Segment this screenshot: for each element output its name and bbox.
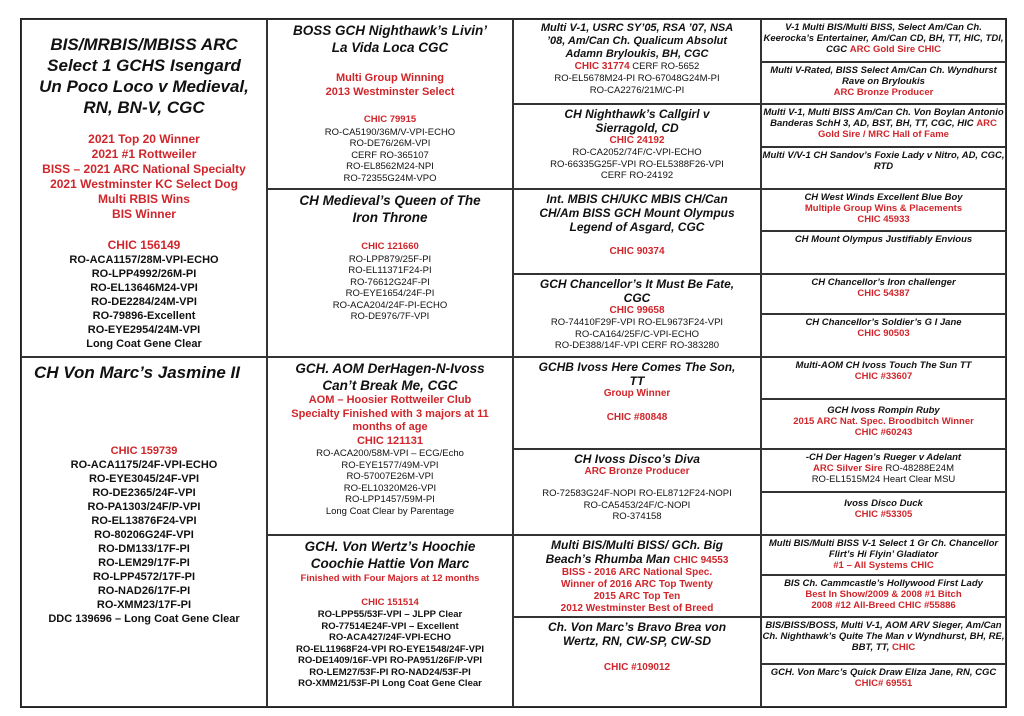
sire-name-line: Select 1 GCHS Isengard	[47, 56, 241, 75]
chic-number: CHIC 121131	[356, 434, 424, 447]
health-line: RO-57007E26M-VPI	[346, 471, 434, 482]
health-line: RO-EL13876F24-VPI	[91, 515, 197, 527]
name-line: BOSS GCH Nighthawk’s Livin’	[292, 23, 488, 38]
health-line: RO-ACA204/24F-PI-ECHO	[332, 299, 448, 311]
dog-name	[514, 277, 760, 305]
dog-award: #1 – All Systems CHIC	[833, 560, 934, 571]
health-line: RO-ACA1175/24F-VPI-ECHO	[70, 459, 218, 471]
dog-name: CH Chancellor’s Soldier’s G I Jane	[805, 317, 962, 328]
health-line: RO-LPP4992/26M-PI	[91, 268, 197, 280]
chic-number: CHIC 31774	[574, 61, 630, 72]
dog-name: -CH Der Hagen’s Rueger v Adelant	[805, 452, 962, 463]
chic-number: CHIC #109012	[603, 662, 671, 673]
g4-cell-14	[761, 575, 1006, 617]
health-line: CERF RO-24192	[600, 170, 674, 181]
dog-name: CH Mount Olympus Justifiably Envious	[794, 234, 973, 245]
health-line: RO-66335G25F-VPI RO-EL5388F26-VPI	[550, 158, 724, 170]
dog-name	[268, 192, 512, 226]
g4-cell-4	[761, 147, 1006, 189]
name-line: Coochie Hattie Von Marc	[310, 556, 470, 571]
sire-name-line: BIS/MRBIS/MBISS ARC	[50, 35, 238, 54]
dog-name	[762, 620, 1005, 653]
name-line: Iron Throne	[352, 210, 428, 225]
g4-cell-7	[761, 274, 1006, 314]
dog-award: Multiple Group Wins & Placements	[804, 203, 963, 214]
dog-chic: CHIC	[892, 642, 916, 653]
g4-cell-11	[761, 449, 1006, 492]
name-line: Sierragold, CD	[595, 121, 679, 135]
dog-name: Ivoss Disco Duck	[844, 498, 923, 509]
sire-chic: CHIC 156149	[107, 238, 181, 252]
dog-name: Multi BIS/Multi BISS V-1 Select 1 Gr Ch. Chancellor Flirt’s Hi Flyin’ Gladiator	[768, 538, 999, 560]
g4-cell-13	[761, 535, 1006, 575]
health-line: RO-XMM21/53F-PI Long Coat Gene Clear	[298, 678, 482, 689]
g3-cell-1	[513, 19, 761, 104]
name-line: CH Medieval’s Queen of The	[299, 193, 481, 208]
honor-line: 2021 Top 20 Winner	[88, 132, 200, 146]
health-line: RO-EYE3045/24F-VPI	[88, 473, 200, 485]
dog-line: RO-EL1515M24 Heart Clear MSU	[811, 474, 956, 485]
honor-line: 2021 #1 Rottweiler	[91, 147, 197, 161]
cerf-number: CERF RO-5652	[632, 61, 700, 72]
dog-award: ARC Silver Sire	[813, 463, 883, 474]
health-line: RO-LPP55/53F-VPI – JLPP Clear	[317, 609, 463, 620]
health-line: RO-CA5190/36M/V-VPI-ECHO	[324, 126, 456, 138]
g4-cell-15	[761, 617, 1006, 664]
health-list	[268, 254, 512, 323]
g2-cell-3	[267, 357, 513, 535]
dam-name: CH Von Marc’s Jasmine II	[34, 363, 240, 382]
name-line: Adamn Bryloukis, BH, CGC	[565, 48, 709, 60]
dog-name	[514, 192, 760, 234]
dog-award: Best In Show/2009 & 2008 #1 Bitch	[805, 589, 962, 600]
honor-line: AOM – Hoosier Rottweiler Club	[308, 394, 472, 406]
health-line: RO-76612G24F-PI	[350, 276, 430, 288]
health-list	[268, 127, 512, 185]
honor-line: 2021 Westminster KC Select Dog	[50, 177, 238, 191]
g4-cell-12	[761, 492, 1006, 535]
dog-name: BIS Ch. Cammcastle’s Hollywood First Lady	[784, 578, 983, 589]
health-list	[268, 448, 512, 517]
g4-cell-2	[761, 62, 1006, 104]
health-line: RO-LPP4572/17F-PI	[92, 571, 196, 583]
health-line: RO-EL10320M26-VPI	[343, 482, 437, 494]
health-line: RO-EL11371F24-PI	[348, 265, 432, 276]
dog-line	[762, 463, 1005, 474]
honors	[268, 72, 512, 99]
health-line: RO-EYE2954/24M-VPI	[87, 324, 201, 336]
honor-line: Group Winner	[603, 388, 671, 399]
health-line: DDC 139696 – Long Coat Gene Clear	[48, 613, 240, 625]
dog-text: Multi V-1, Multi BISS Am/Can Ch. Von Boylan Antonio Banderas SchH 3, AD, BST, BH, TT, CGC, HIC	[763, 107, 1004, 129]
pedigree-chart	[20, 18, 1007, 708]
honor-line: 2013 Westminster Select	[325, 85, 455, 98]
health-line: RO-XMM23/17F-PI	[96, 599, 192, 611]
health-line: RO-EYE1654/24F-PI	[345, 288, 435, 299]
g4-cell-6	[761, 231, 1006, 274]
health-line: Long Coat Clear by Parentage	[325, 505, 455, 517]
health-line: RO-ACA427/24F-VPI-ECHO	[329, 632, 451, 643]
dog-name	[268, 22, 512, 56]
health-line: RO-CA5453/24F/C-NOPI	[583, 499, 691, 511]
health-line: RO-DE2365/24F-VPI	[92, 487, 196, 499]
sire-name-line: Un Poco Loco v Medieval,	[39, 77, 249, 96]
chic-number: CHIC 151514	[361, 596, 419, 608]
chic-number: CHIC 24192	[609, 135, 665, 146]
health-line: RO-EL8562M24-NPI	[346, 161, 434, 172]
dam-cell	[21, 357, 267, 707]
health-line: RO-EL13646M24-VPI	[90, 282, 198, 294]
dog-name	[268, 538, 512, 572]
chic-number: CHIC 121660	[361, 241, 419, 252]
health-line: RO-72355G24M-VPO	[343, 172, 437, 184]
dog-extra: RO-48288E24M	[885, 463, 954, 474]
health-line: RO-LEM29/17F-PI	[98, 557, 190, 569]
sire-cell	[21, 19, 267, 357]
chic-number: CHIC #80848	[606, 412, 668, 423]
health-line: RO-NAD26/17F-PI	[97, 585, 191, 597]
dog-name: GCH. Von Marc’s Quick Draw Eliza Jane, RN, CGC	[770, 667, 997, 678]
chic-number: CHIC 94553	[673, 555, 729, 566]
sire-name	[22, 34, 266, 118]
g3-cell-6	[513, 449, 761, 535]
name-line: GCHB Ivoss Here Comes The Son,	[538, 360, 736, 374]
chic-number: CHIC 90374	[609, 246, 665, 257]
dog-chic: CHIC 45933	[857, 214, 910, 225]
dog-chic: CHIC 90503	[857, 328, 910, 339]
health-line: RO-EL11968F24-VPI RO-EYE1548/24F-VPI	[296, 643, 484, 655]
name-line: Ch. Von Marc’s Bravo Brea von	[547, 620, 727, 634]
honors	[268, 572, 512, 586]
sire-name-line: RN, BN-V, CGC	[83, 98, 205, 117]
g4-cell-9	[761, 357, 1006, 399]
health-line: RO-DE976/7F-VPI	[350, 311, 430, 322]
health-line: RO-LPP1457/59M-PI	[345, 494, 435, 505]
health-line: Long Coat Gene Clear	[86, 338, 202, 350]
g4-cell-10	[761, 399, 1006, 449]
health-line: RO-CA2052/74F/C-VPI-ECHO	[572, 147, 702, 158]
dog-text: BIS/BISS/BOSS, Multi V-1, AOM ARV Sieger, Am/Can Ch. Nighthawk’s Quite The Man v Wyndhurst, BH, RE, BBT, TT,	[762, 620, 1005, 653]
honor-line: BIS Winner	[112, 207, 176, 221]
health-line: RO-DE388/14F-VPI CERF RO-383280	[554, 340, 720, 351]
health-line: RO-80206G24F-VPI	[94, 529, 194, 541]
g2-cell-4	[267, 535, 513, 707]
name-line: ’08, Am/Can Ch. Qualicum Absolut	[546, 35, 728, 47]
dam-health	[22, 458, 266, 626]
name-line: CH Nighthawk’s Callgirl v	[564, 107, 710, 121]
g3-cell-2	[513, 104, 761, 189]
name-line: Wertz, RN, CW-SP, CW-SD	[562, 634, 711, 648]
g4-cell-3	[761, 104, 1006, 147]
health-line: RO-EL5678M24-PI RO-67048G24M-PI	[554, 73, 720, 84]
dog-name	[762, 107, 1005, 140]
g2-cell-2	[267, 189, 513, 357]
dog-text: V-1 Multi BIS/Multi BISS, Select Am/Can Ch. Keerocka’s Entertainer, Am/Can CD, BH, TT, HIC, TDI, CGC	[763, 22, 1004, 55]
dog-chic: CHIC #33607	[854, 371, 913, 382]
name-line: Legend of Asgard, CGC	[569, 220, 705, 234]
honor-line: 2015 ARC Top Ten	[593, 591, 681, 602]
dog-award: ARC Gold Sire / MRC Hall of Fame	[818, 118, 997, 140]
health-line: RO-ACA1157/28M-VPI-ECHO	[69, 254, 219, 266]
dog-name: CH Ivoss Disco’s Diva	[574, 452, 700, 466]
health-line: RO-79896-Excellent	[92, 310, 196, 322]
health-line: RO-DE1409/16F-VPI RO-PA951/26F/P-VPI	[297, 655, 483, 666]
health-line: CERF RO-365107	[351, 149, 429, 161]
chic-row	[514, 61, 760, 73]
health-line: RO-ACA200/58M-VPI – ECG/Echo	[316, 448, 464, 459]
g4-cell-16	[761, 664, 1006, 707]
health-line: RO-CA2276/21M/C-PI	[589, 84, 685, 96]
g3-cell-4	[513, 274, 761, 357]
health-line: RO-DE76/26M-VPI	[349, 138, 431, 149]
dog-award: ARC Bronze Producer	[833, 87, 934, 98]
dog-name: CH West Winds Excellent Blue Boy	[804, 192, 963, 203]
name-line: GCH. Von Wertz’s Hoochie	[304, 539, 476, 554]
dog-award: ARC Gold Sire CHIC	[849, 44, 942, 55]
dog-chic: CHIC #60243	[854, 427, 913, 438]
name-line: GCH. AOM DerHagen-N-Ivoss	[295, 361, 485, 376]
name-line: Int. MBIS CH/UKC MBIS CH/Can	[546, 192, 728, 206]
honor-line: months of age	[352, 421, 428, 433]
g4-cell-5	[761, 189, 1006, 231]
health-line: RO-74410F29F-VPI RO-EL9673F24-VPI	[550, 317, 724, 328]
name-line: CH/Am BISS GCH Mount Olympus	[539, 206, 735, 220]
health-line: RO-374158	[612, 511, 662, 522]
sire-honors	[22, 132, 266, 222]
honor-line: BISS - 2016 ARC National Spec.	[561, 567, 713, 578]
dog-name	[514, 360, 760, 388]
g3-cell-8	[513, 617, 761, 707]
name-line: GCH Chancellor’s It Must Be Fate,	[539, 277, 735, 291]
name-line: TT	[629, 374, 645, 388]
honor-line: 2012 Westminster Best of Breed	[560, 603, 714, 614]
honors	[514, 567, 760, 615]
health-line: RO-DM133/17F-PI	[98, 543, 190, 555]
dog-name	[268, 360, 512, 394]
honors	[268, 394, 512, 435]
name-line: Multi V-1, USRC SY’05, RSA ’07, NSA	[540, 22, 734, 34]
chic-number: CHIC 79915	[363, 114, 417, 125]
health-line: RO-CA164/25F/C-VPI-ECHO	[574, 328, 700, 340]
honor-line: Finished with Four Majors at 12 months	[300, 573, 480, 584]
name-line: Can’t Break Me, CGC	[322, 378, 458, 393]
dog-award: 2015 ARC Nat. Spec. Broodbitch Winner	[793, 416, 974, 427]
honor-line: ARC Bronze Producer	[584, 466, 690, 477]
dog-chic: CHIC 54387	[857, 288, 910, 299]
dog-name: Multi V/V-1 CH Sandov’s Foxie Lady v Nitro, AD, CGC, RTD	[762, 150, 1005, 172]
g4-cell-1	[761, 19, 1006, 62]
dog-name: Multi V-Rated, BISS Select Am/Can Ch. Wyndhurst Rave on Bryloukis	[770, 65, 997, 87]
dog-name: CH Chancellor’s Iron challenger	[811, 277, 956, 288]
health-line: RO-DE2284/24M-VPI	[91, 296, 197, 308]
health-list	[268, 609, 512, 690]
health-line: RO-PA1303/24F/P-VPI	[87, 501, 201, 513]
name-part: Beach’s Rhumba Man	[545, 552, 671, 566]
honor-line: Specialty Finished with 3 majors at 11	[291, 407, 489, 420]
dog-award: 2008 #12 All-Breed CHIC #55886	[811, 600, 956, 611]
dog-name: GCH Ivoss Rompin Ruby	[827, 405, 940, 416]
chic-number: CHIC 99658	[609, 305, 665, 316]
dam-chic: CHIC 159739	[110, 445, 178, 457]
honor-line: BISS – 2021 ARC National Specialty	[42, 162, 246, 176]
g2-cell-1	[267, 19, 513, 189]
dog-name	[514, 538, 760, 567]
name-line	[514, 552, 760, 567]
g4-cell-8	[761, 314, 1006, 357]
honor-line: Multi RBIS Wins	[98, 192, 190, 206]
honor-line: Winner of 2016 ARC Top Twenty	[561, 579, 713, 590]
health-list	[514, 488, 760, 523]
g3-cell-7	[513, 535, 761, 617]
sire-health	[22, 253, 266, 351]
name-line: CGC	[623, 291, 651, 305]
health-line: RO-72583G24F-NOPI RO-EL8712F24-NOPI	[542, 488, 732, 499]
dog-name	[514, 107, 760, 135]
honor-line: Multi Group Winning	[335, 72, 445, 84]
name-line: Multi BIS/Multi BISS/ GCh. Big	[551, 538, 723, 552]
g3-cell-3	[513, 189, 761, 274]
dog-name	[762, 22, 1005, 55]
dog-name	[514, 620, 760, 648]
name-line: La Vida Loca CGC	[331, 40, 449, 55]
dog-chic: CHIC# 69551	[854, 678, 913, 689]
dog-name	[514, 22, 760, 61]
dog-chic: CHIC #53305	[854, 509, 913, 520]
health-line: RO-EYE1577/49M-VPI	[341, 459, 439, 471]
dog-name: Multi-AOM CH Ivoss Touch The Sun TT	[795, 360, 972, 371]
health-line: RO-LPP879/25F-PI	[348, 253, 432, 265]
health-line: RO-77514E24F-VPI – Excellent	[321, 620, 459, 632]
health-line: RO-LEM27/53F-PI RO-NAD24/53F-PI	[309, 666, 471, 678]
g3-cell-5	[513, 357, 761, 449]
